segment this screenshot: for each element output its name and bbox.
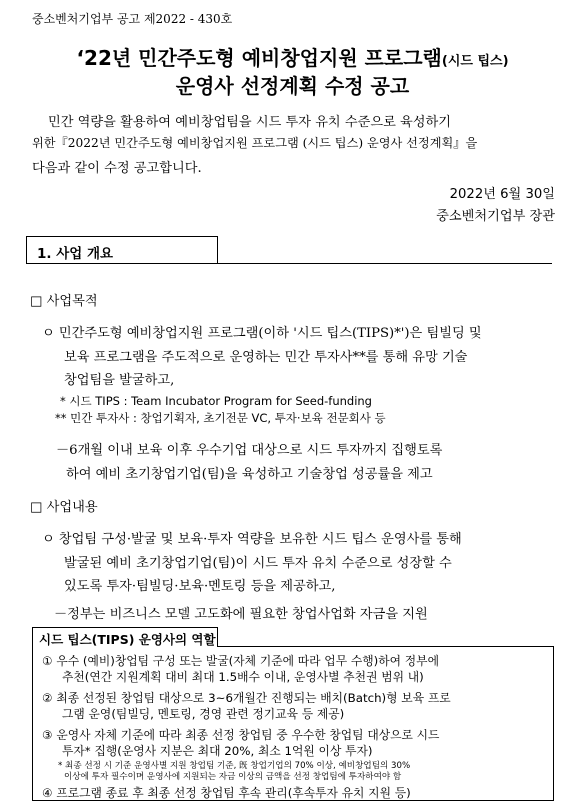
tips-item-1-line-2: 추천(연간 지원계획 대비 최대 1.5배수 이내, 운영사별 추천권 범위 내) [62,670,424,684]
intro-line-1: 민간 역량을 활용하여 예비창업팀을 시드 투자 유치 수준으로 육성하기 [48,115,451,130]
section-heading: 1. 사업 개요 [37,246,114,262]
purpose-line-3: 창업팀을 발굴하고, [64,373,175,388]
tips-item-4-line-1: ④ 프로그램 종료 후 최종 선정 창업팀 후속 관리(후속투자 유치 지원 등) [42,786,411,800]
tips-role-title: 시드 팁스(TIPS) 운영사의 역할 [39,632,216,647]
purpose-dash-2: 하여 예비 초기창업기업(팀)을 육성하고 기술창업 성공률을 제고 [66,467,433,482]
notice-date: 2022년 6월 30일 [449,187,555,202]
purpose-header: □ 사업목적 [30,294,98,309]
issuer: 중소벤처기업부 장관 [436,209,555,224]
purpose-line-2: 보육 프로그램을 주도적으로 운영하는 민간 투자사**를 통해 유망 기술 [64,350,468,365]
tips-role-tab [32,627,218,647]
intro-line-2: 위한『2022년 민간주도형 예비창업지원 프로그램 (시드 팁스) 운영사 선정계획』을 [32,136,478,150]
content-line-3: 있도록 투자·팀빌딩·보육·멘토링 등을 제공하고, [64,579,336,594]
title-main: ‘22년 민간주도형 예비창업지원 프로그램 [76,46,442,70]
content-line-1: ㅇ 창업팀 구성·발굴 및 보육·투자 역량을 보유한 시드 팁스 운영사를 통해 [42,532,462,547]
content-line-2: 발굴된 예비 초기창업기업(팀)이 시드 투자 유치 수준으로 성장할 수 [64,556,452,571]
footnote-1 [60,393,372,409]
tips-item-1-line-1: ① 우수 (예비)창업팀 구성 또는 발굴(자체 기준에 따라 업무 수행)하여 정부에 [42,654,439,668]
tips-item-3-line-2: 투자* 집행(운영사 지분은 최대 20%, 최소 1억원 이상 투자) [62,744,373,758]
footnote-2: ** 민간 투자사 : 창업기획자, 초기전문 VC, 투자·보육 전문회사 등 [55,411,386,425]
footnote-1-mark: * [60,394,70,408]
section-heading-box [26,236,218,264]
tips-note-line-2: 이상에 투자 필수이며 운영사에 지원되는 자금 이상의 금액을 선정 창업팀에 투자하여야 함 [64,772,402,782]
page-title-line2: 운영사 선정계획 수정 공고 [175,74,410,98]
purpose-line-1: ㅇ 민간주도형 예비창업지원 프로그램(이하 '시드 팁스(TIPS)*')은 팀빌딩 및 [42,326,482,341]
notice-number: 중소벤처기업부 공고 제2022 - 430호 [32,12,233,26]
purpose-dash-1: －6개월 이내 보육 이후 우수기업 대상으로 시드 투자까지 집행토록 [56,443,443,458]
tips-item-2-line-1: ② 최종 선정된 창업팀 대상으로 3~6개월간 진행되는 배치(Batch)형 보육 프로 [42,691,451,705]
content-header: □ 사업내용 [30,500,98,515]
footnote-1-text: 시드 TIPS : Team Incubator Program for Seed-funding [69,394,372,408]
tips-item-2-line-2: 그램 운영(팀빌딩, 멘토링, 경영 관련 정기교육 등 제공) [62,707,345,721]
intro-line-3: 다음과 같이 수정 공고합니다. [32,161,202,176]
tips-note-line-1: * 최종 선정 시 기준 운영사별 지원 창업팀 기준, 旣 창업기업의 70% 이상, 예비창업팀의 30% [58,761,411,771]
content-dash: －정부는 비즈니스 모델 고도화에 필요한 창업사업화 자금을 지원 [54,607,428,622]
page-title-line1 [0,42,585,71]
section-divider [218,263,552,264]
title-sub: (시드 팁스) [441,54,509,69]
tips-item-3-line-1: ③ 운영사 자체 기준에 따라 최종 선정 창업팀 중 우수한 창업팀 대상으로 시드 [42,728,440,742]
